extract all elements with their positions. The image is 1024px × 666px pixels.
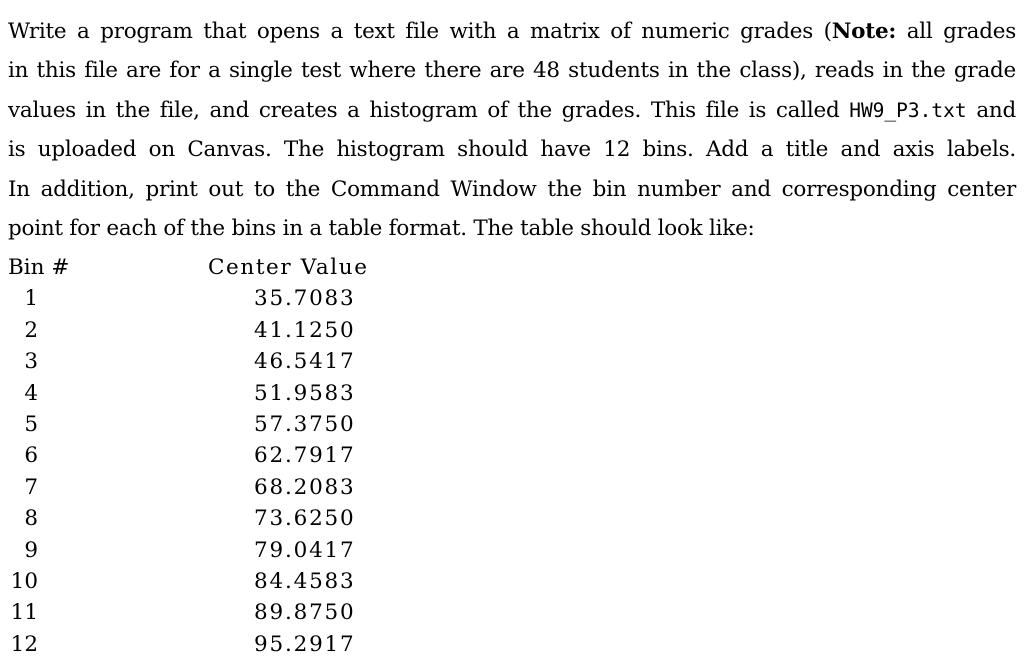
bin-number: 6 xyxy=(24,443,38,469)
document-body xyxy=(8,12,1016,248)
line1-text-b: all grades xyxy=(896,19,1017,44)
table-row xyxy=(8,315,428,346)
table-row xyxy=(8,346,428,377)
bin-number: 3 xyxy=(24,349,38,375)
paragraph-line-3 xyxy=(8,91,1016,130)
bin-number: 8 xyxy=(24,506,38,532)
center-value: 62.7917 xyxy=(254,443,356,469)
bin-number: 10 xyxy=(10,568,38,594)
bin-number: 7 xyxy=(24,474,38,500)
bin-number: 1 xyxy=(24,286,38,312)
line3-text-b: and xyxy=(966,97,1016,123)
center-value: 95.2917 xyxy=(254,631,356,657)
instructions-paragraph xyxy=(8,12,1016,248)
center-value: 73.6250 xyxy=(254,506,356,532)
center-value: 68.2083 xyxy=(254,474,356,500)
bin-number: 5 xyxy=(24,411,38,437)
bin-number: 12 xyxy=(10,631,38,657)
line3-text-a: values in the file, and creates a histogram of the grades. This file is called xyxy=(8,97,850,123)
paragraph-line-1 xyxy=(8,12,1016,51)
bin-number: 2 xyxy=(24,317,38,343)
center-value: 79.0417 xyxy=(254,537,356,563)
center-value: 35.7083 xyxy=(254,286,356,312)
paragraph-line-2: in this file are for a single test where there are 48 students in the class), reads in the grade xyxy=(8,58,1016,84)
line1-text-a: Write a program that opens a text file with a matrix of numeric grades ( xyxy=(8,19,832,44)
file-name: HW9_P3.txt xyxy=(849,98,967,122)
header-bin: Bin # xyxy=(8,255,70,280)
table-row xyxy=(8,409,428,440)
table-row xyxy=(8,378,428,409)
note-label: Note: xyxy=(831,19,897,44)
center-value: 41.1250 xyxy=(254,317,356,343)
paragraph-line-5: In addition, print out to the Command Window the bin number and corresponding center xyxy=(8,176,1016,202)
table-header-row xyxy=(8,252,428,283)
center-value: 89.8750 xyxy=(254,600,356,626)
paragraph-line-6: point for each of the bins in a table format. The table should look like: xyxy=(8,216,755,242)
bin-number: 4 xyxy=(24,380,38,406)
table-row xyxy=(8,629,428,660)
table-row xyxy=(8,566,428,597)
table-row xyxy=(8,440,428,471)
table-row xyxy=(8,597,428,628)
center-value: 57.3750 xyxy=(254,411,356,437)
bin-number: 11 xyxy=(10,600,38,626)
paragraph-line-4: is uploaded on Canvas. The histogram should have 12 bins. Add a title and axis labels. xyxy=(8,137,1016,163)
table-row xyxy=(8,472,428,503)
bin-center-table xyxy=(8,252,428,660)
center-value: 46.5417 xyxy=(254,349,356,375)
header-center-value: Center Value xyxy=(208,255,369,280)
center-value: 84.4583 xyxy=(254,568,356,594)
table-body xyxy=(8,283,428,660)
table-row xyxy=(8,503,428,534)
table-row xyxy=(8,535,428,566)
center-value: 51.9583 xyxy=(254,380,356,406)
bin-number: 9 xyxy=(24,537,38,563)
table-row xyxy=(8,283,428,314)
